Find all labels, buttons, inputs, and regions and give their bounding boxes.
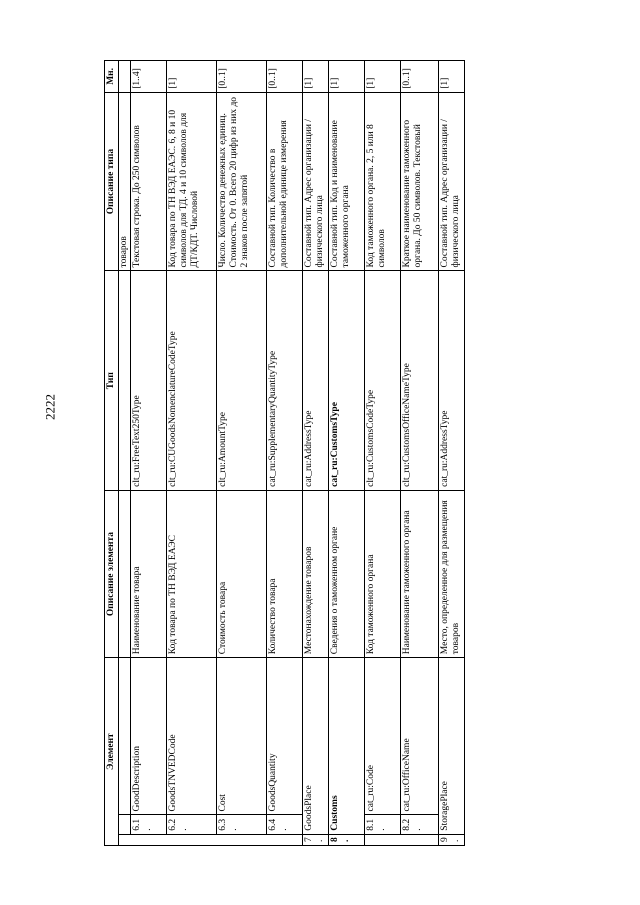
indent-cell (167, 834, 217, 845)
cell-name: GoodsPlace (303, 658, 329, 834)
cell-number: 6.3. (217, 815, 267, 834)
cell-type-description: Код товара по ТН ВЭД ЕАЭС. 6, 8 и 10 символов для ТД. 4 и 10 символов для ДТ/КДТ. Числовой (167, 92, 217, 271)
cell-name: Cost (217, 658, 267, 815)
header-type-description: Описание типа (105, 92, 119, 271)
cell-type-description: Текстовая строка. До 250 символов (131, 92, 167, 271)
cell-number: 8.1. (365, 815, 401, 834)
cell-description: Код товара по ТН ВЭД ЕАЭС (167, 490, 217, 657)
cell-description: Сведения о таможенном органе (329, 490, 365, 657)
cell-type-description: Составной тип. Количество в дополнительной единице измерения (267, 92, 303, 271)
cell-description: Наименование таможенного органа (401, 490, 439, 657)
cell-type-description: Краткое наименование таможенного органа. До 50 символов. Текстовый (401, 92, 439, 271)
cell-type (119, 271, 131, 490)
cell-multiplicity: [0..1] (217, 61, 267, 93)
cell-name: cat_ru:Code (365, 658, 401, 815)
indent-cell (119, 815, 131, 834)
cell-multiplicity: [1..4] (131, 61, 167, 93)
cell-type-description: Составной тип. Адрес организации / физического лица (439, 92, 465, 271)
cell-type: cat_ru:AddressType (303, 271, 329, 490)
indent-cell (119, 834, 131, 845)
table-header-row (105, 61, 119, 846)
table-row (267, 61, 303, 846)
header-element-description: Описание элемента (105, 490, 119, 657)
table-row (329, 61, 365, 846)
cell-multiplicity: [1] (167, 61, 217, 93)
cell-multiplicity (119, 61, 131, 93)
cell-name: cat_ru:OfficeName (401, 658, 439, 815)
spec-table (104, 60, 465, 846)
cell-multiplicity: [0..1] (267, 61, 303, 93)
cell-description (119, 490, 131, 657)
cell-type-description: Число. Количество денежных единиц. Стоимость. От 0. Всего 20 цифр из них до 2 знаков после запятой (217, 92, 267, 271)
cell-type: clt_ru:CustomsCodeType (365, 271, 401, 490)
table-row (217, 61, 267, 846)
indent-cell (131, 834, 167, 845)
cell-name: GoodDescription (131, 658, 167, 815)
cell-name: GoodsTNVEDCode (167, 658, 217, 815)
page-number: 2222 (42, 394, 58, 420)
cell-number: 6.2. (167, 815, 217, 834)
cell-type: clt_ru:AmountType (217, 271, 267, 490)
cell-description: Стоимость товара (217, 490, 267, 657)
cell-type: clt_ru:CUGoodsNomenclatureCodeType (167, 271, 217, 490)
cell-description: Место, определенное для размещения товаров (439, 490, 465, 657)
cell-type-description: Составной тип. Адрес организации / физического лица (303, 92, 329, 271)
cell-description: Наименование товара (131, 490, 167, 657)
header-element: Элемент (105, 658, 119, 846)
cell-description: Местонахождение товаров (303, 490, 329, 657)
table-row (401, 61, 439, 846)
cell-name: GoodsQuantity (267, 658, 303, 815)
indent-cell (119, 658, 131, 815)
cell-type: clt_ru:FreeText250Type (131, 271, 167, 490)
indent-cell (217, 834, 267, 845)
table-row (119, 61, 131, 846)
cell-number: 8. (329, 834, 365, 845)
cell-description: Код таможенного органа (365, 490, 401, 657)
cell-type: cat_ru:SupplementaryQuantityType (267, 271, 303, 490)
indent-cell (267, 834, 303, 845)
cell-type: cat_ru:AddressType (439, 271, 465, 490)
cell-number: 7. (303, 834, 329, 845)
table-row (131, 61, 167, 846)
indent-cell (365, 834, 401, 845)
cell-multiplicity: [1] (439, 61, 465, 93)
cell-number: 8.2. (401, 815, 439, 834)
cell-number: 6.1. (131, 815, 167, 834)
rotated-table-container (104, 60, 461, 846)
cell-multiplicity: [0..1] (401, 61, 439, 93)
table-row (167, 61, 217, 846)
cell-name: Customs (329, 658, 365, 834)
cell-number: 6.4. (267, 815, 303, 834)
cell-multiplicity: [1] (303, 61, 329, 93)
cell-name: StoragePlace (439, 658, 465, 834)
cell-type-description: товаров (119, 92, 131, 271)
cell-type: clt_ru:CustomsOfficeNameType (401, 271, 439, 490)
cell-multiplicity: [1] (329, 61, 365, 93)
header-multiplicity: Мн. (105, 61, 119, 93)
cell-type: cat_ru:CustomsType (329, 271, 365, 490)
cell-description: Количество товара (267, 490, 303, 657)
cell-multiplicity: [1] (365, 61, 401, 93)
table-row (365, 61, 401, 846)
header-type: Тип (105, 271, 119, 490)
indent-cell (401, 834, 439, 845)
table-row (303, 61, 329, 846)
cell-type-description: Составной тип. Код и наименование таможенного органа (329, 92, 365, 271)
cell-type-description: Код таможенного органа. 2, 5 или 8 символов (365, 92, 401, 271)
cell-number: 9. (439, 834, 465, 845)
table-row (439, 61, 465, 846)
